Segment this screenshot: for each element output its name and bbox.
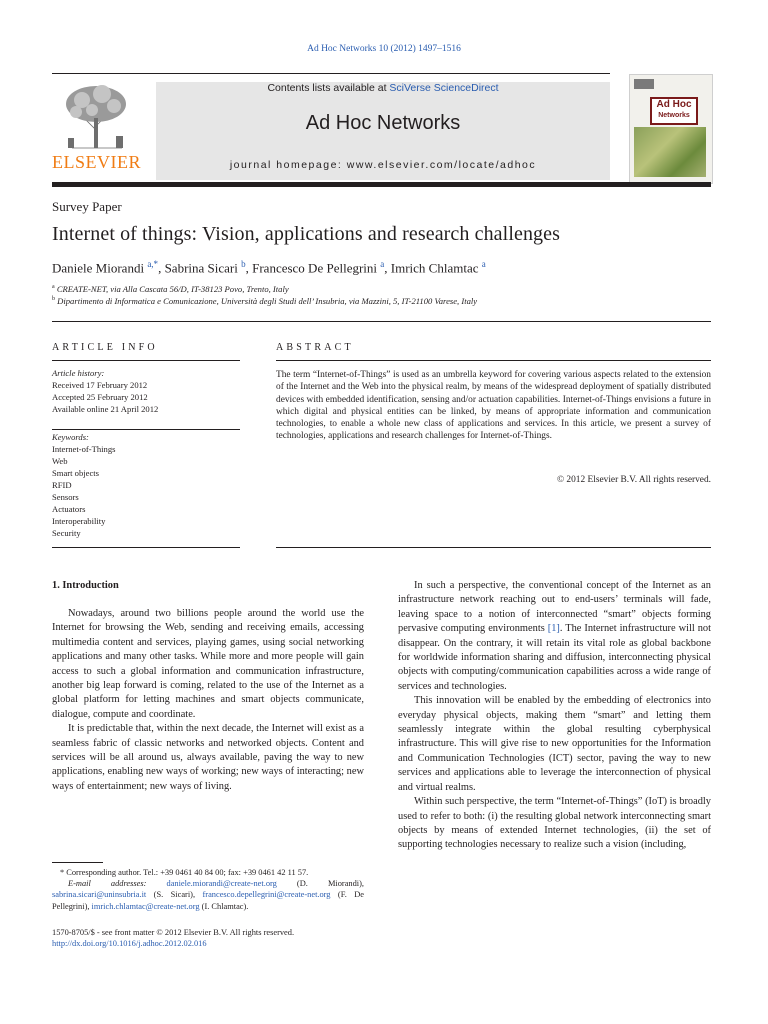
keywords-rule [52, 429, 240, 430]
author-list: Daniele Miorandi $^{a,*}$, Sabrina Sicari $^b$, Francesco De Pellegrini $^a$, Imrich Chlamtac $^a$ [52, 259, 486, 276]
paragraph: In such a perspective, the conventional concept of the Internet as an infrastructure network reaching out to end-users’ terminals will fade, leaving space to a notion of interconnected “smart” objects forming pervasive computing environments [1]. The Internet infrastructure will not disappear. On the contrary, it will retain its vital role as global backbone for worldwide information sharing and diffusion, interconnecting physical objects with computing/communication capabilities across a wide range of services and technologies. [398, 580, 711, 692]
email-link[interactable]: imrich.chlamtac@create-net.org [91, 901, 200, 911]
keyword: Interoperability [52, 516, 106, 526]
keyword: Smart objects [52, 468, 100, 478]
abstract-bottom-rule [276, 547, 711, 548]
paragraph: This innovation will be enabled by the embedding of electronics into everyday physical objects, making them “smart” and letting them seamlessly integrate within the global resulting cyberphysical infrastructure. This will give rise to new opportunities for the Information and Communication Technologies (ICT) sector, paving the way to new services and applications able to leverage the interconnection of physical and virtual realms. [398, 695, 711, 793]
article-info-heading: ARTICLE INFO [52, 342, 158, 353]
sciencedirect-link[interactable]: SciVerse ScienceDirect [389, 82, 499, 94]
author-name: Francesco De Pellegrini [252, 260, 378, 276]
elsevier-tree-icon [52, 80, 140, 150]
paper-title: Internet of things: Vision, applications and research challenges [52, 223, 561, 245]
keyword: Security [52, 528, 81, 538]
history-online: Available online 21 April 2012 [52, 404, 159, 414]
affiliation-a: $^a$ CREATE-NET, via Alla Cascata 56/D, IT-38123 Povo, Trento, Italy [52, 284, 289, 294]
contents-line [156, 82, 610, 94]
paragraph: It is predictable that, within the next decade, the Internet will exist as a seamless fabric of classic networks and networked objects. Content and services will be all around us, always available, paving the way to new applications, enabling new ways of working; new ways of interacting; new ways of entertainment; new ways of living. [52, 723, 364, 792]
history-accepted: Accepted 25 February 2012 [52, 392, 148, 402]
email-link[interactable]: francesco.depellegrini@create-net.org [202, 890, 331, 900]
email-link[interactable]: daniele.miorandi@create-net.org [166, 879, 277, 889]
header-thick-rule [52, 182, 711, 187]
abstract-heading: ABSTRACT [276, 342, 354, 353]
cover-publisher-mark [634, 79, 654, 89]
journal-cover-thumbnail[interactable] [629, 74, 713, 184]
footnote-rule [52, 862, 103, 863]
elsevier-wordmark: ELSEVIER [52, 152, 141, 172]
history-label: Article history: [52, 368, 105, 378]
keyword: Internet-of-Things [52, 444, 116, 454]
contents-prefix: Contents lists available at [267, 82, 390, 94]
author-affiliation-marker[interactable]: a,* [147, 259, 159, 269]
right-column-text [398, 579, 711, 853]
article-type: Survey Paper [52, 199, 122, 214]
left-column-text [52, 607, 364, 794]
article-info-rule [52, 360, 240, 361]
author-affiliation-marker[interactable]: a [380, 259, 385, 269]
keyword: RFID [52, 480, 72, 490]
keyword: Web [52, 456, 68, 466]
doi-link[interactable]: http://dx.doi.org/10.1016/j.adhoc.2012.02.016 [52, 939, 207, 948]
cover-image [634, 127, 706, 177]
footnote-corresponding [52, 867, 364, 912]
paragraph: Nowadays, around two billions people around the world use the Internet for browsing the Web, sending and receiving emails, accessing multimedia content and services, playing games, using social networking applications and many other tasks. While more and more people will gain access to such a global information and communication infrastructure, another big leap forward is coming, related to the use of the Internet as a global platform for letting machines and smart objects communicate, dialogue, compute and coordinate. [52, 608, 364, 720]
author-affiliation-marker[interactable]: a [481, 259, 486, 269]
author-name: Sabrina Sicari [164, 260, 238, 276]
elsevier-logo [52, 80, 140, 176]
journal-homepage[interactable]: journal homepage: www.elsevier.com/locate/adhoc [229, 159, 537, 171]
keywords-label: Keywords: [52, 432, 89, 442]
abstract-text: The term “Internet-of-Things” is used as an umbrella keyword for covering various aspects related to the extension of the Internet and the Web into the physical realm, by means of the widespread deployment of spatially distributed devices with embedded identification, sensing and/or actuation capabilities. Internet-of-Things envisions a future in which digital and physical entities can be linked, by means of appropriate information and communication technologies, to enable a whole new class of applications and services. In this article, we present a survey of technologies, applications and research challenges for Internet-of-Things. [276, 370, 711, 442]
keyword: Actuators [52, 504, 86, 514]
section-heading-introduction: 1. Introduction [52, 580, 119, 591]
author-name: Imrich Chlamtac [390, 260, 479, 276]
affiliation-b: $^b$ Dipartimento di Informatica e Comunicazione, Università degli Studi dell’ Insubria, via Mazzini, 5, IT-21100 Varese, Italy [52, 296, 478, 306]
keyword: Sensors [52, 492, 79, 502]
journal-name: Ad Hoc Networks [305, 112, 461, 134]
email-label: E-mail addresses: [68, 879, 147, 889]
abstract-rule [276, 360, 711, 361]
history-received: Received 17 February 2012 [52, 380, 148, 390]
title-separator-rule [52, 321, 711, 322]
corresponding-author: * Corresponding author. Tel.: +39 0461 40 84 00; fax: +39 0461 42 11 57. [60, 868, 309, 877]
article-info-bottom-rule [52, 547, 240, 548]
email-addresses: E-mail addresses: daniele.miorandi@create-net.org (D. Miorandi), sabrina.sicari@uninsubria.it (S. Sicari), francesco.depellegrini@create-net.org (F. De Pellegrini), imrich.chlamtac@create-net.org (I. Chlamtac). [52, 879, 365, 911]
cover-title: Ad Hoc Networks [650, 97, 698, 125]
abstract-copyright: © 2012 Elsevier B.V. All rights reserved. [556, 475, 711, 485]
keyword-list [52, 431, 240, 539]
author-affiliation-marker[interactable]: b [241, 259, 246, 269]
reference-link[interactable]: [1] [547, 623, 560, 635]
issn-line: 1570-8705/$ - see front matter © 2012 Elsevier B.V. All rights reserved. [52, 928, 295, 937]
header-top-rule [52, 73, 610, 74]
author-name: Daniele Miorandi [52, 260, 145, 276]
email-link[interactable]: sabrina.sicari@uninsubria.it [52, 890, 147, 900]
article-history [52, 367, 240, 415]
paragraph: Within such perspective, the term “Internet-of-Things” (IoT) is broadly used to refer to both: (i) the resulting global network interconnecting smart objects by means of extended Internet technologies, (ii) the set of supporting technologies necessary to realize such a vision (including, [398, 796, 711, 851]
journal-citation[interactable]: Ad Hoc Networks 10 (2012) 1497–1516 [307, 44, 461, 54]
